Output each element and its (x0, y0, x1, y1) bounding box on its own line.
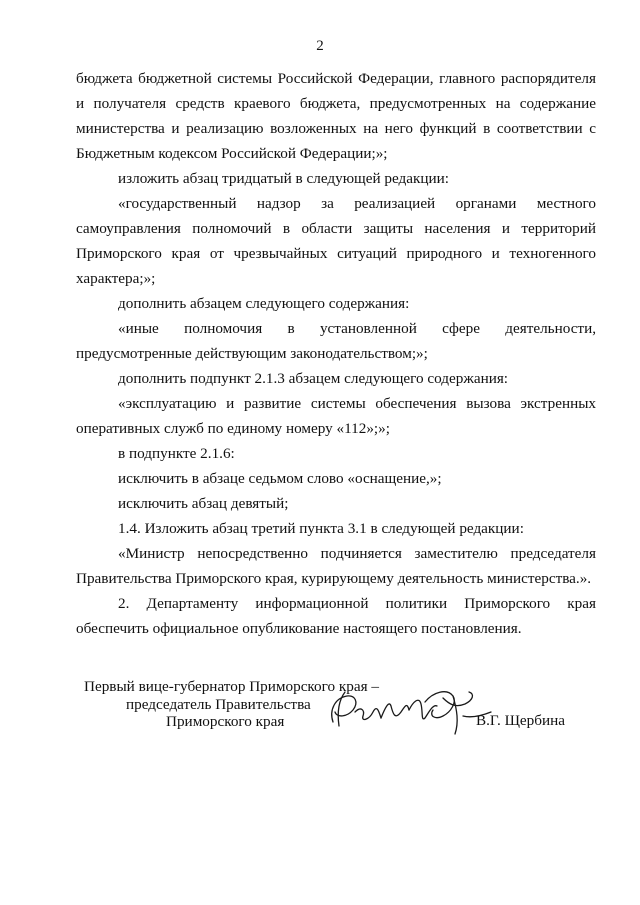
signatory-name: В.Г. Щербина (476, 712, 565, 729)
paragraph-7: «эксплуатацию и развитие системы обеспечения вызова экстренных оперативных служб по единому номеру «112»;»; (76, 395, 596, 437)
paragraph-12: «Министр непосредственно подчиняется заместителю председателя Правительства Приморского края, курирующему деятельность министерства.». (76, 545, 596, 587)
paragraph-9: исключить в абзаце седьмом слово «оснащение,»; (118, 470, 442, 487)
paragraph-4: дополнить абзацем следующего содержания: (118, 295, 410, 312)
paragraph-1: бюджета бюджетной системы Российской Федерации, главного распорядителя и получателя средств краевого бюджета, предусмотренных на содержание министерства и реализацию возложенных на него функций в соответствии с Бюджетным кодексом Российской Федерации;»; (76, 70, 596, 162)
paragraph-8: в подпункте 2.1.6: (118, 445, 235, 462)
handwritten-signature (325, 682, 495, 742)
signatory-title-line-2: председатель Правительства (126, 696, 311, 713)
signatory-title-line-3: Приморского края (166, 713, 285, 730)
paragraph-13: 2. Департаменту информационной политики Приморского края обеспечить официальное опубликование настоящего постановления. (76, 595, 596, 637)
paragraph-5: «иные полномочия в установленной сфере деятельности, предусмотренные действующим законодательством;»; (76, 320, 596, 362)
paragraph-10: исключить абзац девятый; (118, 495, 289, 512)
paragraph-3: «государственный надзор за реализацией органами местного самоуправления полномочий в области защиты населения и территорий Приморского края от чрезвычайных ситуаций природного и техногенного характера;»; (76, 195, 596, 287)
document-body (76, 66, 596, 641)
paragraph-11: 1.4. Изложить абзац третий пункта 3.1 в следующей редакции: (118, 520, 524, 537)
signatory-title-line-1: Первый вице-губернатор Приморского края – (84, 678, 379, 695)
page-number: 2 (316, 38, 324, 54)
paragraph-2: изложить абзац тридцатый в следующей редакции: (118, 170, 449, 187)
paragraph-6: дополнить подпункт 2.1.3 абзацем следующего содержания: (118, 370, 509, 387)
